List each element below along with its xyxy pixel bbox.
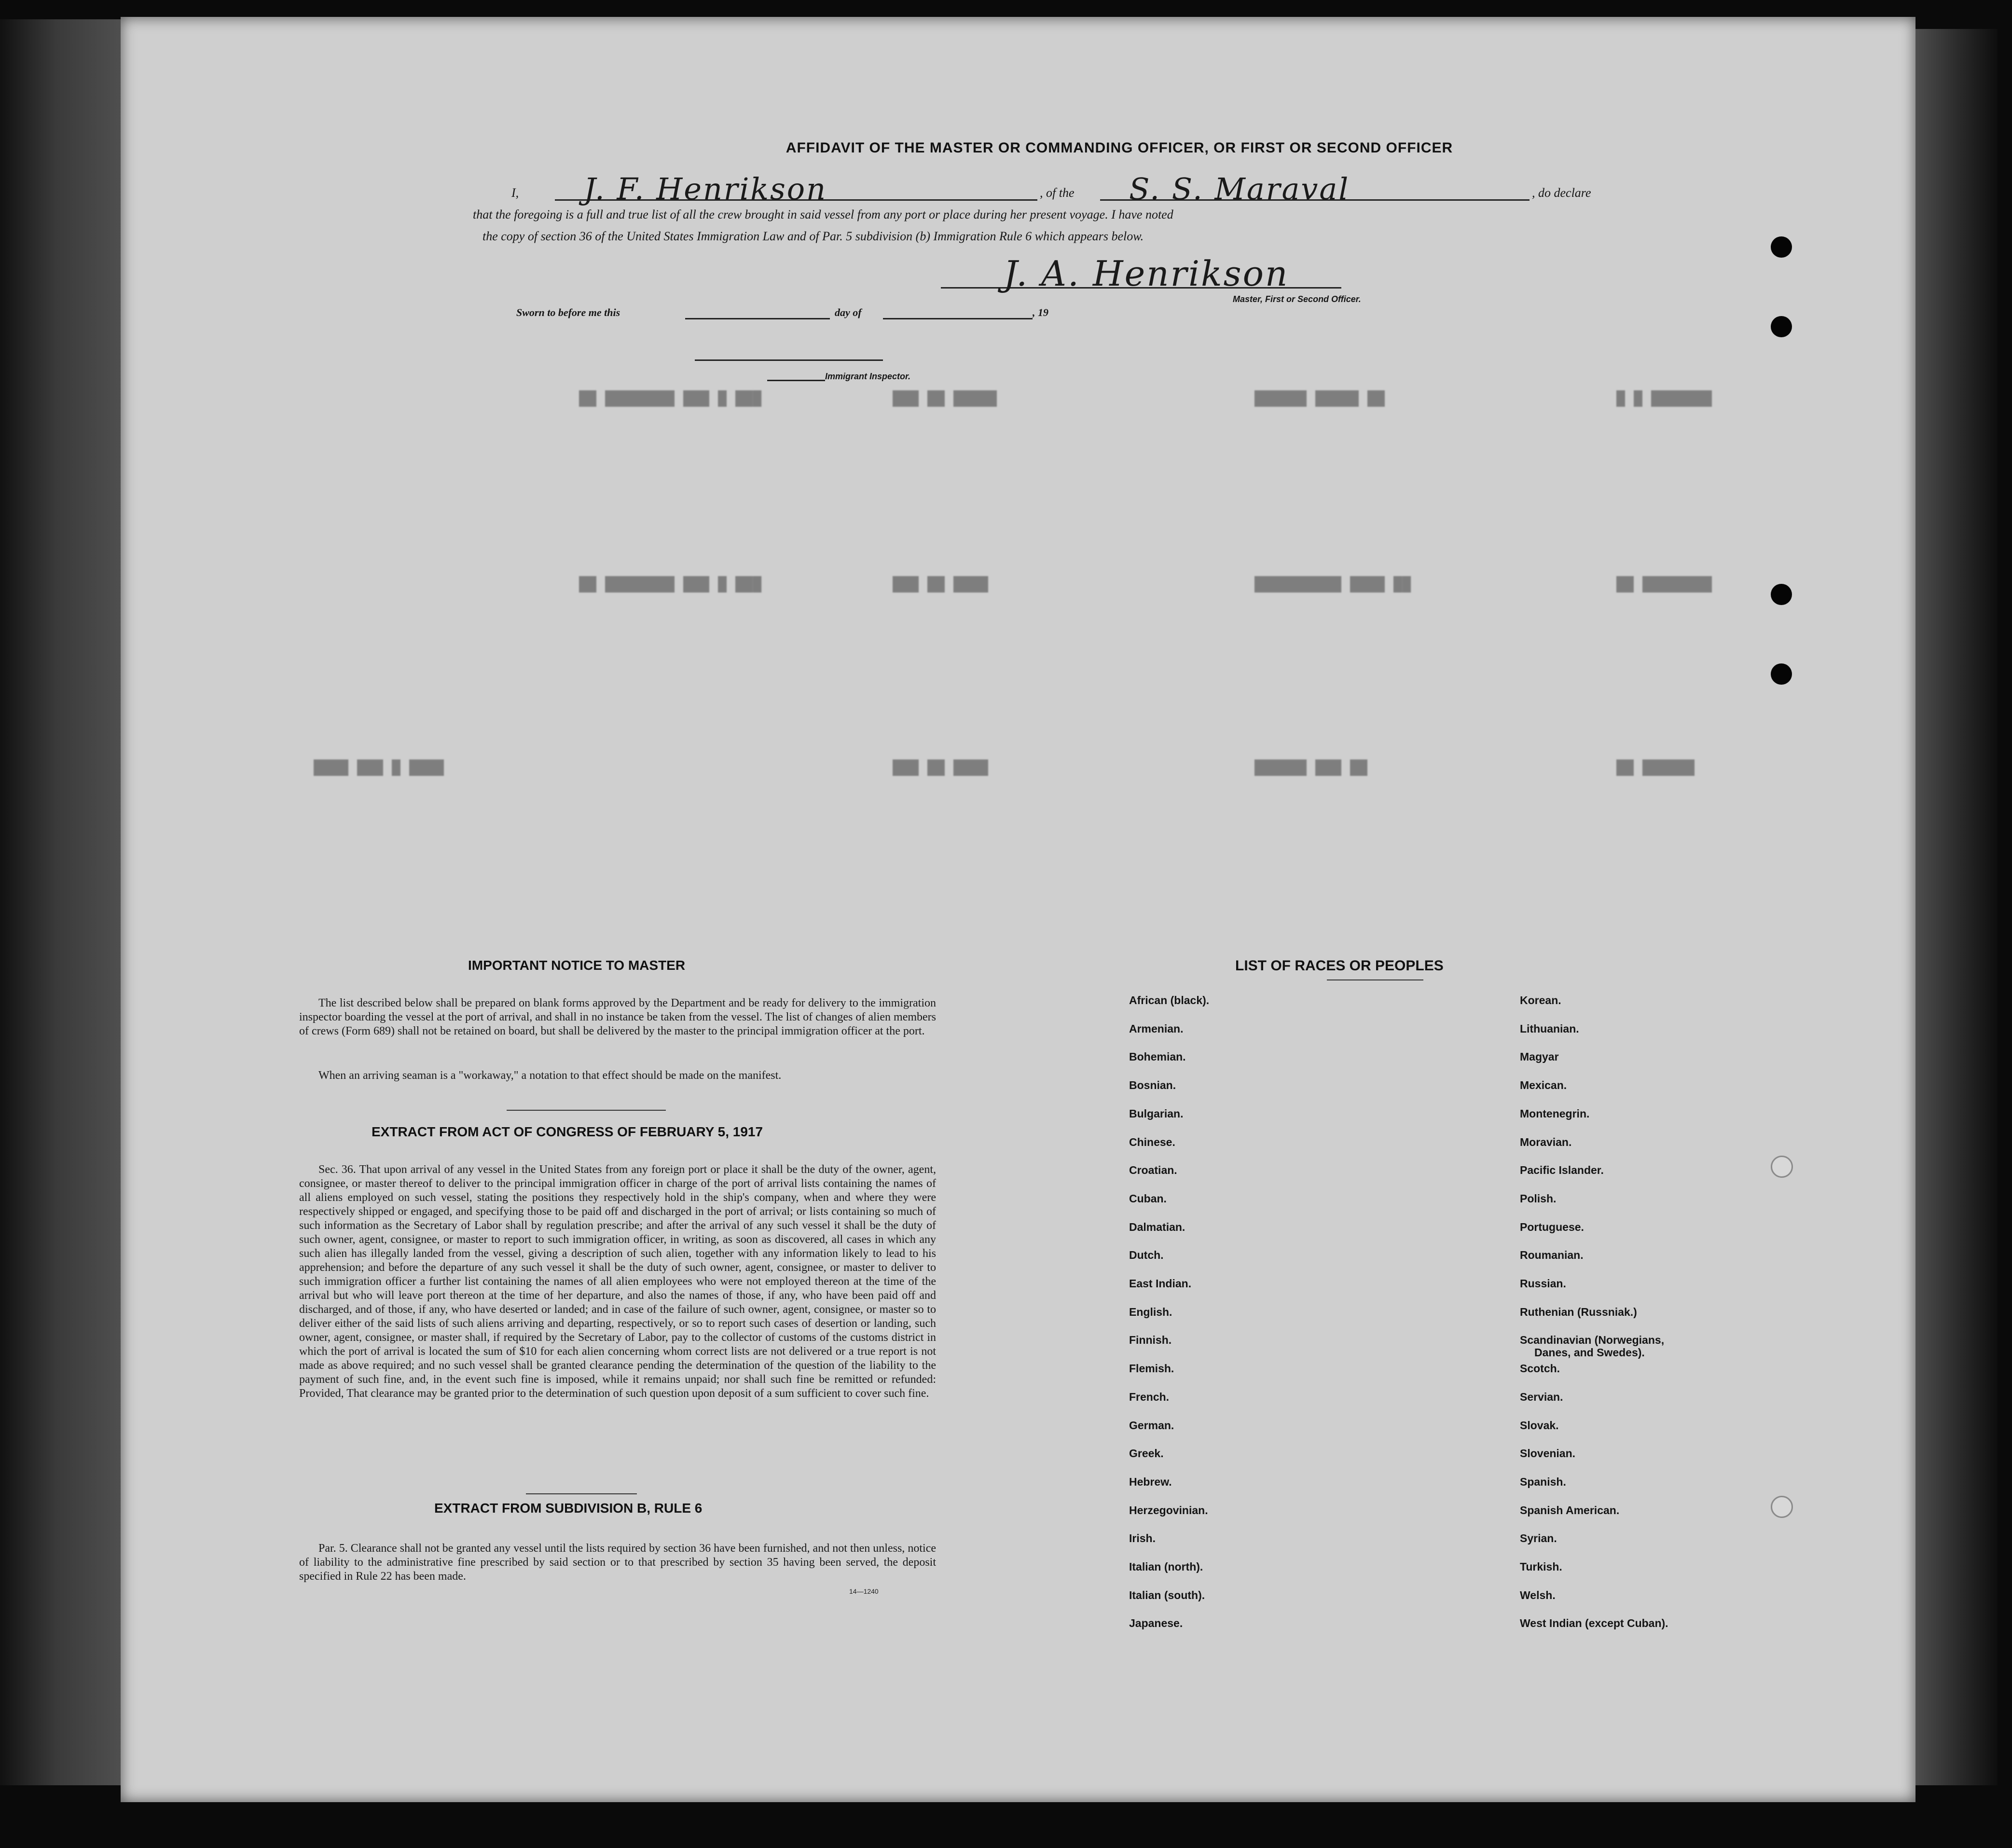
declaration-of-the: , of the [1040,186,1075,200]
race-item: English. [1129,1305,1172,1318]
race-item: African (black). [1129,994,1210,1007]
document-page [121,17,1916,1802]
race-item: Mexican. [1520,1079,1567,1092]
notice-paragraph-2: When an arriving seaman is a "workaway," a notation to that effect should be made on the manifest. [318,1069,782,1082]
race-item: Scandinavian (Norwegians, [1520,1334,1665,1347]
punch-hole-icon [1771,236,1792,258]
race-item: Servian. [1520,1390,1563,1403]
race-item: Irish. [1129,1532,1156,1545]
declaration-line-2: that the foregoing is a full and true list of all the crew brought in said vessel from any port or place during her present voyage. I have noted [473,207,1173,221]
race-item: Montenegrin. [1520,1107,1590,1120]
declaration-do-declare: , do declare [1532,186,1591,200]
race-item: German. [1129,1419,1174,1432]
inspector-label: Immigrant Inspector. [825,372,911,381]
races-divider [1327,979,1423,980]
race-item: Croatian. [1129,1164,1177,1177]
act-divider [526,1493,637,1494]
race-item: Ruthenian (Russniak.) [1520,1305,1637,1318]
race-item: Pacific Islander. [1520,1164,1604,1177]
act-extract-text: Sec. 36. That upon arrival of any vessel in the United States from any foreign port or place it shall be the duty of the owner, agent, consignee, or master thereof to deliver to the principal immigration officer in charge of the port of arrival lists containing the names of all aliens employed on such vessel, stating the positions they respectively hold in the ship's company, when and where they were respectively shipped or engaged, and specifying those to be paid off and discharged in the port of arrival; or lists containing so much of such information as the Secretary of Labor shall by regulation prescribe; and after the arrival of any such vessel it shall be the duty of such owner, agent, consignee, or master to report to such immigration officer, in writing, as soon as discovered, all cases in which any such alien has illegally landed from the vessel, giving a description of such alien, together with any information likely to lead to his apprehension; and before the departure of any such vessel it shall be the duty of such owner, agent, consignee, or master to deliver to such immigration officer a further list containing the names of all alien employees who were not employed thereon at the time of the arrival but who will leave port thereon at the time of her departure, and also the names of those, if any, who have been paid off and discharged, and of those, if any, who have deserted or landed; and in case of the failure of such owner, agent, consignee, or master so to deliver either of the said lists of such aliens arriving and departing, respectively, or so to report such cases of desertion or landing, such owner, agent, consignee, or master shall, if required by the Secretary of Labor, pay to the collector of customs of the customs district in which the port of arrival is located the sum of $10 for each alien concerning whom correct lists are not delivered or a true report is not made as above required; and no such vessel shall be granted clearance pending the determination of the question of the liability to the payment of such fine, and, in the event such fine is imposed, while it remains unpaid; nor shall such fine be remitted or refunded: Provided, That clearance may be granted prior to the determination of such question upon deposit of a sum sufficient to cover such fine. [299,1163,936,1400]
race-item: Turkish. [1520,1560,1562,1573]
vessel-name-handwritten: S. S. Maraval [1129,171,1350,207]
race-item: Roumanian. [1520,1249,1584,1262]
race-item: Bulgarian. [1129,1107,1184,1120]
race-item: Dalmatian. [1129,1220,1185,1233]
race-item: Polish. [1520,1192,1557,1205]
race-item: Hebrew. [1129,1475,1172,1488]
race-item: Spanish American. [1520,1503,1620,1517]
race-item: French. [1129,1390,1170,1403]
race-item: Slovenian. [1520,1447,1576,1460]
signature-handwritten: J. A. Henrikson [1004,253,1289,294]
race-item: Finnish. [1129,1334,1172,1347]
inspector-line [695,359,883,361]
race-item: Chinese. [1129,1135,1175,1148]
races-heading: LIST OF RACES OR PEOPLES [1235,958,1444,974]
race-item: Flemish. [1129,1362,1174,1375]
race-item: Bohemian. [1129,1050,1186,1063]
signature-label: Master, First or Second Officer. [1233,294,1361,304]
notice-heading: IMPORTANT NOTICE TO MASTER [468,958,686,973]
race-item: Scotch. [1520,1362,1560,1375]
race-item: Japanese. [1129,1617,1183,1630]
sworn-year: , 19 [1033,306,1048,318]
race-item: Spanish. [1520,1475,1566,1488]
race-item: Bosnian. [1129,1079,1176,1092]
race-item: Syrian. [1520,1532,1557,1545]
race-item: Italian (south). [1129,1588,1205,1601]
underlying-pages-left [0,19,140,1785]
race-item: Slovak. [1520,1419,1559,1432]
race-item: Danes, and Swedes). [1534,1346,1645,1359]
master-name-handwritten: J. F. Henrikson [584,171,827,207]
race-item: Armenian. [1129,1022,1184,1035]
race-item: West Indian (except Cuban). [1520,1617,1668,1630]
race-item: Herzegovinian. [1129,1503,1208,1517]
bleed-through-background: ███████ █ █ ██ █████ ██████ █████ ██ ███ ███ █ ███ ████████ ██ ████████ ██ ██ ████ ██████████ ████ ██ ███ ███ █ ███ ████████ ██ ██████ ██ ██ ███ ██████ ████ ██ ███ ████ █ ███ ████ [314,391,1712,776]
race-item: Russian. [1520,1277,1566,1290]
declaration-line-3: the copy of section 36 of the United States Immigration Law and of Par. 5 subdivision (b) Immigration Rule 6 which appears below. [482,229,1144,243]
race-item: Welsh. [1520,1588,1556,1601]
notice-paragraph-1: The list described below shall be prepared on blank forms approved by the Department and be ready for delivery to the immigration inspector boarding the vessel at the port of arrival, and shall in no instance be taken from the vessel. The list of changes of alien members of crews (Form 689) shall not be retained on board, but shall be delivered by the master to the principal immigration officer at the port. [299,997,936,1037]
punch-hole-icon [1771,663,1792,685]
sworn-day-of: day of [835,306,862,318]
sworn-prefix: Sworn to before me this [516,306,620,318]
punch-hole-icon [1771,1496,1793,1518]
race-item: Cuban. [1129,1192,1167,1205]
notice-divider [507,1110,666,1111]
race-item: Portuguese. [1520,1220,1584,1233]
race-item: Italian (north). [1129,1560,1203,1573]
sworn-month-line [883,318,1033,319]
affidavit-title: AFFIDAVIT OF THE MASTER OR COMMANDING OFFICER, OR FIRST OR SECOND OFFICER [786,140,1453,156]
inspector-line-short [767,380,825,381]
race-item: Korean. [1520,994,1561,1007]
race-item: Dutch. [1129,1249,1164,1262]
race-item: Greek. [1129,1447,1164,1460]
form-number: 14—1240 [849,1587,879,1595]
race-item: Moravian. [1520,1135,1572,1148]
act-extract-heading: EXTRACT FROM ACT OF CONGRESS OF FEBRUARY 5, 1917 [372,1124,763,1139]
punch-hole-icon [1771,1156,1793,1178]
race-item: East Indian. [1129,1277,1192,1290]
underlying-pages-right [1901,29,1998,1785]
punch-hole-icon [1771,584,1792,605]
race-item: Magyar [1520,1050,1559,1063]
declaration-prefix: I, [511,186,519,200]
race-item: Lithuanian. [1520,1022,1579,1035]
rule-extract-text: Par. 5. Clearance shall not be granted any vessel until the lists required by section 36 have been furnished, and not then unless, notice of liability to the administrative fine prescribed by said section or to that prescribed by section 35 having been served, the deposit specified in Rule 22 has been made. [299,1542,936,1583]
rule-extract-heading: EXTRACT FROM SUBDIVISION B, RULE 6 [434,1501,703,1516]
sworn-day-line [685,318,830,319]
punch-hole-icon [1771,316,1792,337]
